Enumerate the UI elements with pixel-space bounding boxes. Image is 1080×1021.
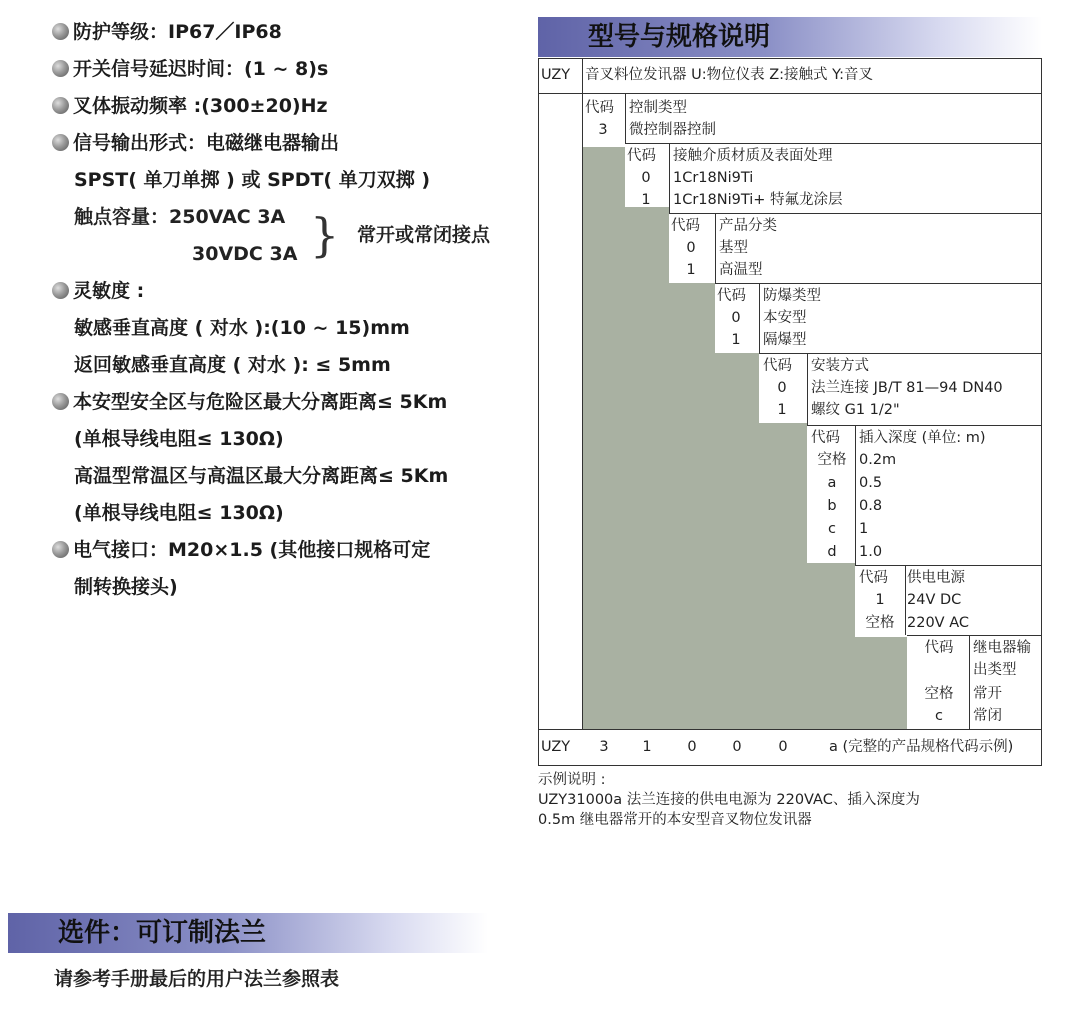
table-rule — [807, 353, 808, 425]
block-1-row-1-code: 1 — [641, 192, 651, 208]
table-rule — [715, 283, 1041, 284]
block-6-row-0-code: 1 — [875, 592, 885, 608]
block-7-code-label: 代码 — [924, 640, 954, 656]
block-5-row-0-code: 空格 — [817, 452, 847, 468]
example-row-4: 0 — [732, 739, 742, 755]
block-2-row-1-code: 1 — [686, 262, 696, 278]
block-7-title-line1: 继电器输 — [973, 640, 1031, 656]
spec-safe-dist2: 高温型常温区与高温区最大分离距离≤ 5Km — [74, 465, 449, 487]
example-row-5: 0 — [778, 739, 788, 755]
model-spec-title: 型号与规格说明 — [538, 17, 1042, 57]
block-5-row-2-text: 0.8 — [859, 498, 883, 514]
block-3-row-0-code: 0 — [731, 310, 741, 326]
table-rule — [969, 635, 970, 729]
block-6-code-label: 代码 — [859, 570, 888, 586]
block-7-row-1-code: c — [935, 708, 943, 724]
spec-output: 信号输出形式：电磁继电器输出 — [52, 125, 532, 162]
gray-column-2 — [625, 207, 669, 729]
contact-ac: 触点容量：250VAC 3A — [74, 206, 286, 228]
block-1-row-1-text: 1Cr18Ni9Ti+ 特氟龙涂层 — [673, 192, 843, 208]
spec-electrical-2: 制转换接头) — [74, 576, 178, 598]
block-2-code-label: 代码 — [671, 218, 700, 234]
example-line1: UZY31000a 法兰连接的供电电源为 220VAC、插入深度为 — [538, 792, 920, 808]
block-5-title: 插入深度 (单位: m) — [859, 430, 986, 446]
block-7-row-0-text: 常开 — [973, 686, 1002, 702]
block-4-title: 安装方式 — [811, 358, 869, 374]
block-6-row-0-text: 24V DC — [907, 592, 962, 608]
table-rule — [582, 59, 583, 729]
block-5-row-1-code: a — [827, 475, 837, 491]
options-text: 请参考手册最后的用户法兰参照表 — [54, 968, 340, 990]
spec-delay: 开关信号延迟时间：(1 ~ 8)s — [52, 51, 532, 88]
spec-sensitivity: 灵敏度 : — [52, 273, 532, 310]
bullet-icon — [52, 60, 69, 77]
block-1-row-0-code: 0 — [641, 170, 651, 186]
table-rule — [669, 213, 1041, 214]
block-0-title: 控制类型 — [629, 100, 687, 116]
block-4-row-1-text: 螺纹 G1 1/2" — [811, 402, 900, 418]
gray-column-7 — [855, 637, 907, 729]
block-5-row-3-code: c — [828, 521, 836, 537]
table-rule — [907, 635, 1041, 636]
block-1-code-label: 代码 — [627, 148, 656, 164]
block-5-row-1-text: 0.5 — [859, 475, 883, 491]
block-2-title: 产品分类 — [719, 218, 777, 234]
table-rule — [625, 143, 1041, 144]
spec-contact-capacity — [52, 199, 532, 273]
block-7-title-line2: 出类型 — [973, 662, 1017, 678]
spec-safe-res1: (单根导线电阻≤ 130Ω) — [74, 428, 284, 450]
contact-brace: } — [310, 208, 340, 262]
bullet-icon — [52, 97, 69, 114]
gray-column-6 — [807, 563, 855, 729]
example-explanation — [538, 770, 1058, 830]
contact-dc: 30VDC 3A — [192, 243, 298, 265]
table-rule — [855, 425, 856, 565]
gray-column-5 — [759, 423, 807, 729]
block-5-code-label: 代码 — [811, 430, 840, 446]
spec-sens-line2: 返回敏感垂直高度 ( 对水 ): ≤ 5mm — [74, 354, 391, 376]
spec-electrical: 电气接口：M20×1.5 (其他接口规格可定 — [52, 532, 532, 569]
spec-list — [52, 14, 532, 606]
example-heading: 示例说明 : — [538, 772, 606, 788]
table-rule — [855, 565, 1041, 566]
block-4-code-label: 代码 — [763, 358, 792, 374]
gray-column-3 — [669, 283, 715, 729]
block-3-title: 防爆类型 — [763, 288, 821, 304]
spec-sens-line1: 敏感垂直高度 ( 对水 ):(10 ~ 15)mm — [74, 317, 410, 339]
block-1-row-0-text: 1Cr18Ni9Ti — [673, 170, 754, 186]
bullet-icon — [52, 134, 69, 151]
block-6-row-1-text: 220V AC — [907, 615, 969, 631]
gray-column-1 — [583, 147, 625, 729]
block-0-code-label: 代码 — [585, 100, 614, 116]
table-rule — [539, 93, 1041, 94]
block-5-row-4-text: 1.0 — [859, 544, 883, 560]
block-5-row-4-code: d — [827, 544, 837, 560]
example-row-0: UZY — [541, 739, 571, 755]
header-desc: 音叉料位发讯器 U:物位仪表 Z:接触式 Y:音叉 — [585, 67, 873, 83]
bullet-icon — [52, 393, 69, 410]
block-3-code-label: 代码 — [717, 288, 746, 304]
block-2-row-0-text: 基型 — [719, 240, 748, 256]
table-rule — [669, 143, 670, 213]
gray-column-4 — [715, 353, 759, 729]
block-0-row-0-code: 3 — [598, 122, 608, 138]
block-6-title: 供电电源 — [907, 570, 965, 586]
block-0-row-0-text: 微控制器控制 — [629, 122, 716, 138]
table-rule — [715, 213, 716, 283]
block-4-row-0-code: 0 — [777, 380, 787, 396]
header-code: UZY — [541, 67, 571, 83]
bullet-icon — [52, 541, 69, 558]
example-row-2: 1 — [642, 739, 652, 755]
spec-safe-res2: (单根导线电阻≤ 130Ω) — [74, 502, 284, 524]
block-5-row-3-text: 1 — [859, 521, 869, 537]
model-spec-table — [538, 58, 1042, 766]
block-5-row-2-code: b — [827, 498, 837, 514]
example-line2: 0.5m 继电器常开的本安型音叉物位发讯器 — [538, 812, 812, 828]
table-rule — [905, 565, 906, 635]
bullet-icon — [52, 23, 69, 40]
block-4-row-1-code: 1 — [777, 402, 787, 418]
spec-output-type: SPST( 单刀单掷 ) 或 SPDT( 单刀双掷 ) — [74, 169, 431, 191]
table-rule — [625, 93, 626, 143]
table-rule — [807, 425, 1041, 426]
spec-safe-dist1: 本安型安全区与危险区最大分离距离≤ 5Km — [52, 384, 532, 421]
block-4-row-0-text: 法兰连接 JB/T 81—94 DN40 — [811, 380, 1003, 396]
bullet-icon — [52, 282, 69, 299]
table-rule — [539, 729, 1041, 730]
block-2-row-0-code: 0 — [686, 240, 696, 256]
example-row-note: a (完整的产品规格代码示例) — [829, 739, 1014, 755]
block-1-title: 接触介质材质及表面处理 — [673, 148, 833, 164]
example-row-1: 3 — [599, 739, 609, 755]
block-3-row-0-text: 本安型 — [763, 310, 807, 326]
block-6-row-1-code: 空格 — [865, 615, 895, 631]
block-3-row-1-code: 1 — [731, 332, 741, 348]
block-7-row-0-code: 空格 — [924, 686, 954, 702]
block-5-row-0-text: 0.2m — [859, 452, 897, 468]
table-rule — [759, 353, 1041, 354]
example-row-3: 0 — [687, 739, 697, 755]
spec-frequency: 叉体振动频率 :(300±20)Hz — [52, 88, 532, 125]
table-rule — [759, 283, 760, 353]
spec-protection: 防护等级：IP67／IP68 — [52, 14, 532, 51]
block-3-row-1-text: 隔爆型 — [763, 332, 807, 348]
contact-note: 常开或常闭接点 — [357, 224, 491, 246]
block-7-row-1-text: 常闭 — [973, 708, 1002, 724]
block-2-row-1-text: 高温型 — [719, 262, 763, 278]
options-title: 选件：可订制法兰 — [8, 913, 488, 953]
